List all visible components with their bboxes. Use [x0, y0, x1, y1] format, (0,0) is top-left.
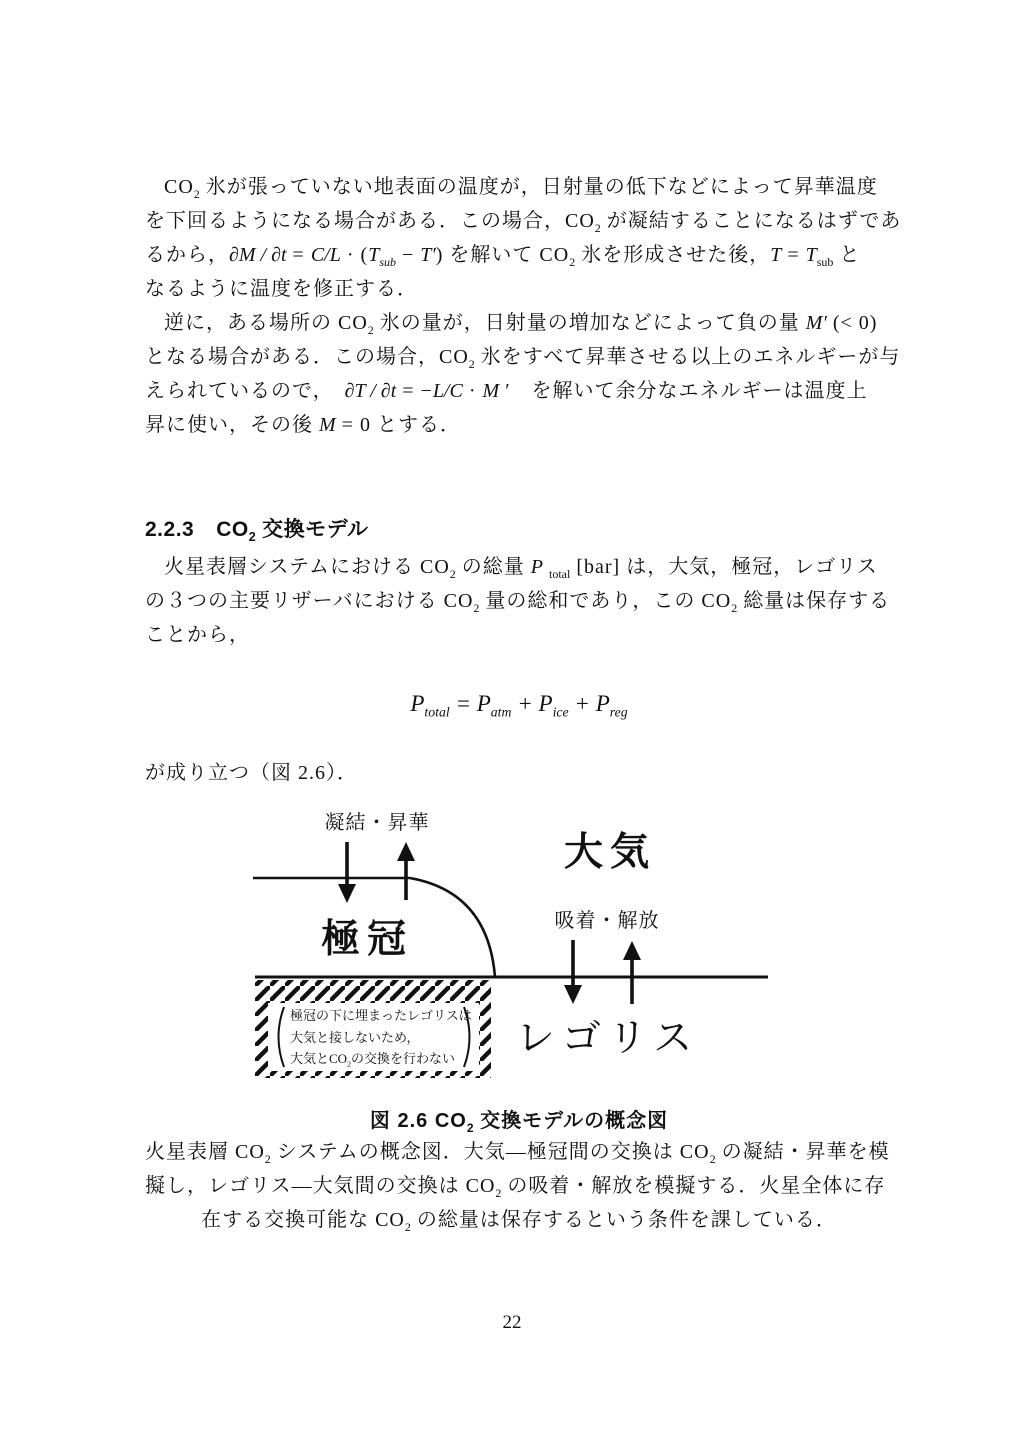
- note-text: [290, 1005, 476, 1075]
- body-text-line: 昇に使い，その後 M = 0 とする．: [145, 414, 461, 436]
- adsorption-release-label: 吸着・解放: [554, 910, 660, 932]
- body-text-line: ことから，: [145, 624, 250, 646]
- figure-caption-body: [145, 1135, 893, 1237]
- body-text-line: るから，$\partial M / \partial t = C/L \cdot (T_{sub} - T')$ を解いて $CO_2$ 氷を形成させた後，$T = T_{sub}$ と: [145, 244, 861, 269]
- body-text-line: 火星表層システムにおける $CO_2$ の総量 P $_{total}$ [bar] は，大気，極冠，レゴリス: [164, 556, 878, 581]
- condensation-sublimation-label: 凝結・昇華: [324, 812, 430, 834]
- caption-line: 在する交換可能な $CO_2$ の総量は保存するという条件を課している．: [201, 1209, 837, 1234]
- body-text-line: が成り立つ（図 2.6）．: [145, 762, 358, 784]
- section-title: $CO_2$ 交換モデル: [216, 518, 369, 545]
- body-text-line: を下回るようになる場合がある．この場合，$CO_2$ が凝結することになるはずであ: [145, 210, 902, 235]
- body-text-line: なるように温度を修正する．: [145, 278, 418, 300]
- body-text-line: $CO_2$ 氷が張っていない地表面の温度が，日射量の低下などによって昇華温度: [164, 176, 878, 201]
- release-arrow: [623, 941, 641, 1004]
- body-text-line: の３つの主要リザーバにおける $CO_2$ 量の総和であり，この $CO_2$ 総量は保存する: [145, 590, 891, 615]
- paragraph-co2-condensation: [145, 170, 902, 306]
- equation-p-total: $P_{total} = P_{atm} + P_{ice} + P_{reg}$: [410, 691, 628, 720]
- paragraph-co2-sublimation: [145, 306, 901, 442]
- note-line: 極冠の下に埋まったレゴリスは: [290, 1008, 472, 1023]
- polar-cap-label: 極冠: [320, 918, 413, 961]
- page-number: 22: [502, 1312, 522, 1333]
- paragraph-figure-ref: [145, 756, 893, 790]
- figure-caption-title: 図 2.6 $CO_2$ 交換モデルの概念図: [369, 1110, 669, 1135]
- adsorption-arrow: [564, 940, 582, 1004]
- condensation-arrow: [338, 842, 356, 903]
- body-text-line: えられているので， ∂T / ∂t = −L/C · M ′ を解いて余分なエネルギーは温度上: [145, 380, 868, 402]
- figure-co2-exchange-diagram: [240, 806, 785, 1106]
- caption-line: 擬し，レゴリス―大気間の交換は $CO_2$ の吸着・解放を模擬する．火星全体に存: [145, 1175, 886, 1200]
- caption-line: 火星表層 $CO_2$ システムの概念図．大気―極冠間の交換は $CO_2$ の凝結・昇華を模: [145, 1141, 890, 1166]
- sublimation-arrow: [397, 842, 415, 900]
- paragraph-co2-total: [145, 550, 893, 652]
- atmosphere-label: 大気: [563, 831, 656, 874]
- buried-regolith-note: [268, 1003, 479, 1071]
- section-heading: [145, 513, 893, 544]
- note-line: 大気と接しないため，: [290, 1029, 420, 1045]
- note-line: 大気と$CO_2$の交換を行わない: [290, 1051, 455, 1069]
- regolith-label: レゴリス: [515, 1017, 700, 1060]
- body-text-line: となる場合がある．この場合，$CO_2$ 氷をすべて昇華させる以上のエネルギーが与: [145, 346, 901, 371]
- section-number: 2.2.3: [145, 518, 195, 541]
- body-text-line: 逆に，ある場所の $CO_2$ 氷の量が，日射量の増加などによって負の量 M′ (< 0): [164, 312, 878, 337]
- left-parenthesis: [279, 1007, 285, 1067]
